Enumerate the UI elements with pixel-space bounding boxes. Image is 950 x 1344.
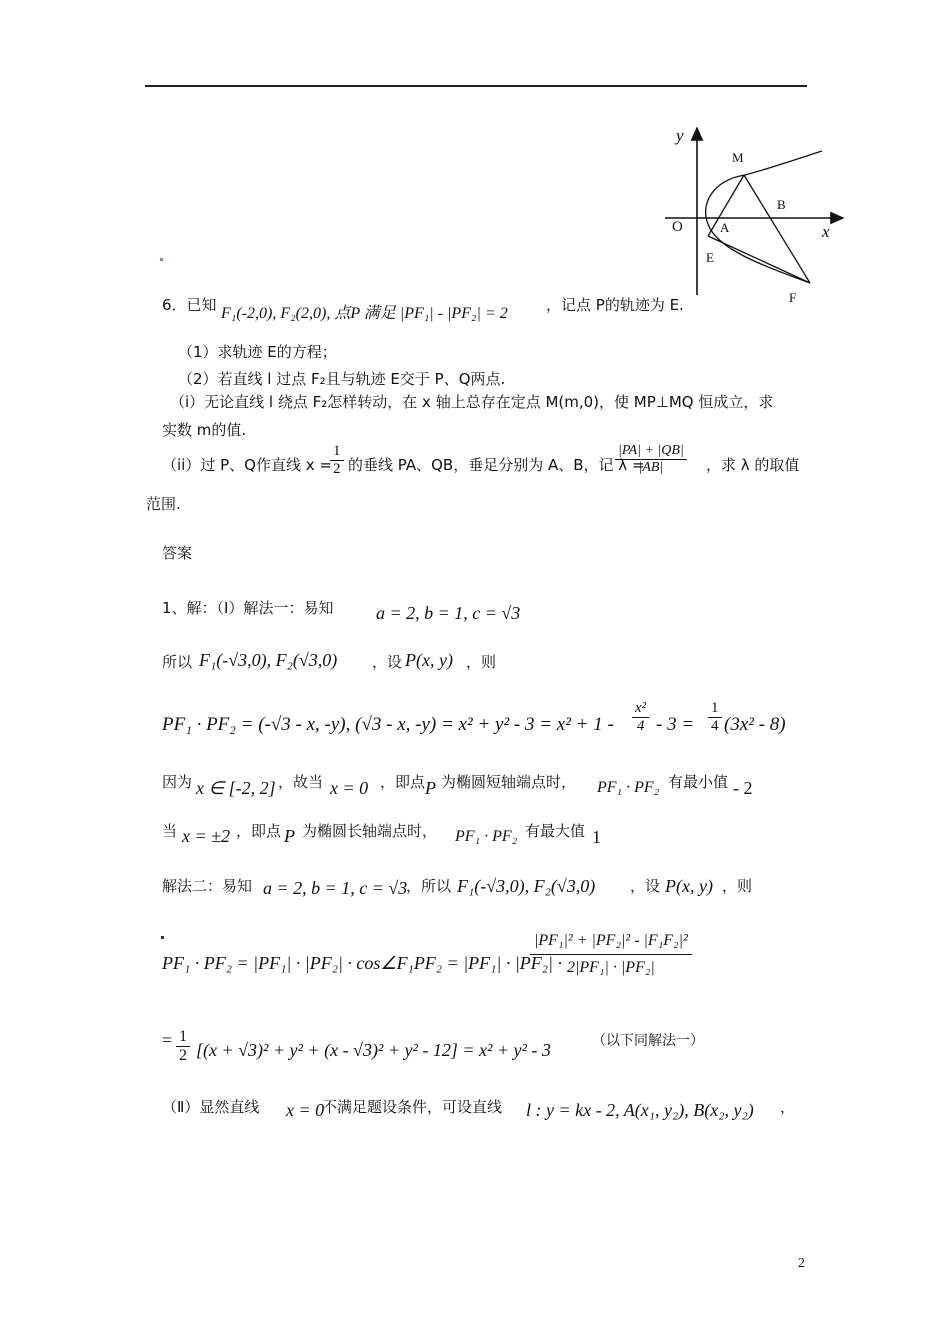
answer-l6-b: x = 0 xyxy=(286,1100,325,1120)
answer-eq3-frac xyxy=(176,1028,190,1065)
answer-eq3-note: （以下同解法一） xyxy=(592,1033,704,1049)
answer-l3-f: P xyxy=(425,778,436,798)
answer-l3-b: x ∈ [-2, 2] xyxy=(196,778,276,798)
lambda-num: |PA| + |QB| xyxy=(615,443,687,460)
answer-l4-h: 1 xyxy=(592,827,601,847)
eq1-frac2-den: 4 xyxy=(711,718,719,734)
point-E-label: E xyxy=(706,250,714,265)
eq3-den: 2 xyxy=(179,1047,187,1064)
origin-O-label: O xyxy=(672,219,683,235)
answer-l3-c: ，故当 xyxy=(278,773,324,791)
answer-eq1-frac1 xyxy=(632,700,649,735)
problem6-q1: （1）求轨迹 E的方程； xyxy=(178,343,337,361)
eq1-frac2-num: 1 xyxy=(708,700,722,718)
axis-y-label: y xyxy=(676,126,684,145)
answer-l4-b: x = ±2 xyxy=(182,826,231,846)
answer-l6-e: ， xyxy=(780,1098,796,1116)
problem6-tail: ，记点 P的轨迹为 E. xyxy=(546,296,684,314)
eq1-frac1-num: x² xyxy=(632,700,649,718)
answer-s1-a: 1、解：（Ⅰ）解法一：易知 xyxy=(162,599,334,617)
answer-l4-a: 当 xyxy=(162,822,178,840)
marker-dot xyxy=(160,258,163,261)
marker-dot-2 xyxy=(161,936,164,939)
frac-den: 2 xyxy=(333,461,341,477)
answer-l5-d: F₁(-√3,0), F₂(√3,0) xyxy=(457,876,596,896)
problem6-qii-b: 的垂线 PA、QB，垂足分别为 A、B，记 λ = xyxy=(348,456,645,474)
eq1-frac1-den: 4 xyxy=(636,718,645,734)
answer-l4-f: PF₁ · PF₂ xyxy=(455,828,518,845)
problem6-qii-frac xyxy=(330,443,344,478)
point-B-label: B xyxy=(777,197,786,212)
problem6-qii-line2: 范围. xyxy=(146,495,181,513)
answer-l4-d: P xyxy=(284,826,295,846)
answer-eq3-body: [(x + √3)² + y² + (x - √3)² + y² - 12] = x² + y² - 3 xyxy=(196,1040,551,1060)
eq2-num: |PF₁|² + |PF₂|² - |F₁F₂|² xyxy=(530,930,692,955)
answer-s2-e: ，则 xyxy=(466,653,497,671)
answer-l5-a: 解法二：易知 xyxy=(162,877,253,895)
problem6-qi-line2: 实数 m的值. xyxy=(162,421,247,439)
answer-l3-i: 有最小值 xyxy=(668,773,729,791)
answer-l6-a: （Ⅱ）显然直线 xyxy=(162,1098,260,1116)
answer-s2-d: P(x, y) xyxy=(405,650,453,670)
answer-s2-c: ，设 xyxy=(372,653,403,671)
answer-l5-c: ，所以 xyxy=(406,877,452,895)
answer-l5-g: ，则 xyxy=(722,877,753,895)
problem6-qii-a: （ii）过 P、Q作直线 x = xyxy=(162,456,332,474)
answer-l5-b: a = 2, b = 1, c = √3 xyxy=(263,878,408,898)
problem6-q2: （2）若直线 l 过点 F₂且与轨迹 E交于 P、Q两点. xyxy=(178,370,506,388)
answer-l4-g: 有最大值 xyxy=(525,822,586,840)
problem6-qi-line1: （i）无论直线 l 绕点 F₂怎样转动，在 x 轴上总存在定点 M(m,0)，使 MP⊥MQ 恒成立，求 xyxy=(170,393,774,411)
header-rule xyxy=(145,85,807,87)
answer-eq3-eq: = xyxy=(162,1030,173,1050)
answer-l6-c: 不满足题设条件，可设直线 xyxy=(322,1098,503,1116)
answer-l3-d: x = 0 xyxy=(330,778,369,798)
eq2-den: 2|PF₁| · |PF₂| xyxy=(566,959,655,976)
problem6-number: 6．已知 xyxy=(162,296,217,314)
problem6-condition: F₁(-2,0), F₂(2,0), 点P 满足 |PF₁| - |PF₂| = 2 xyxy=(221,305,508,322)
problem6-qii-c: ，求 λ 的取值 xyxy=(706,456,800,474)
point-F-label: F xyxy=(789,290,797,305)
answer-l3-h: PF₁ · PF₂ xyxy=(597,779,660,796)
answer-l4-e: 为椭圆长轴端点时， xyxy=(302,822,438,840)
answer-heading: 答案 xyxy=(162,544,193,562)
answer-s2-a: 所以 xyxy=(162,653,193,671)
answer-eq1-mid: - 3 = xyxy=(656,714,695,735)
answer-l4-c: ，即点 xyxy=(236,822,282,840)
page-number: 2 xyxy=(798,1256,805,1271)
point-M-label: M xyxy=(732,150,744,165)
answer-l3-j: - 2 xyxy=(733,778,753,798)
frac-num: 1 xyxy=(330,443,344,461)
answer-eq2-frac xyxy=(530,930,692,977)
answer-l5-e: ，设 xyxy=(630,877,661,895)
eq3-num: 1 xyxy=(176,1028,190,1047)
answer-l6-d: l : y = kx - 2, A(x₁, y₂), B(x₂, y₂) xyxy=(526,1100,754,1120)
answer-l3-a: 因为 xyxy=(162,773,193,791)
problem6-lambda-frac xyxy=(615,443,687,476)
answer-eq1-frac2 xyxy=(708,700,722,735)
segment-MF xyxy=(744,175,810,283)
answer-l5-f: P(x, y) xyxy=(665,876,713,896)
hyperbola-figure xyxy=(650,120,850,310)
curve-upper xyxy=(706,151,822,224)
axis-x-label: x xyxy=(822,222,830,241)
segment-AF xyxy=(708,236,810,283)
answer-eq2-left: PF₁ · PF₂ = |PF₁| · |PF₂| · cos∠F₁PF₂ = |PF₁| · |PF₂| · xyxy=(162,953,562,973)
answer-s2-b: F₁(-√3,0), F₂(√3,0) xyxy=(199,650,338,670)
answer-l3-g: 为椭圆短轴端点时， xyxy=(441,773,577,791)
point-A-label: A xyxy=(720,220,730,235)
answer-eq1-end: (3x² - 8) xyxy=(724,714,786,735)
answer-l3-e: ，即点 xyxy=(380,773,426,791)
lambda-den: |AB| xyxy=(638,460,664,475)
answer-s1-b: a = 2, b = 1, c = √3 xyxy=(376,603,521,623)
answer-eq1: PF₁ · PF₂ = (-√3 - x, -y), (√3 - x, -y) = x² + y² - 3 = x² + 1 - xyxy=(162,714,614,735)
